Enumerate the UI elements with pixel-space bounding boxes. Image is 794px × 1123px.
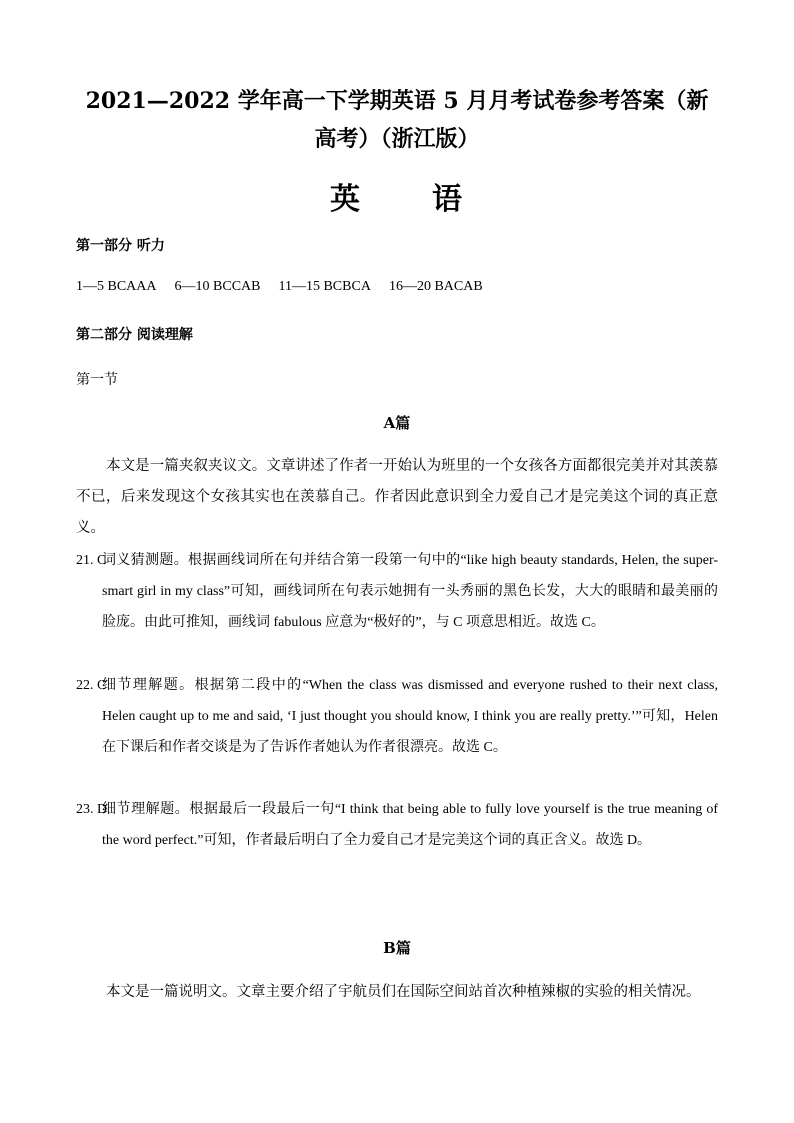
answer-item bbox=[76, 794, 718, 856]
answer-item bbox=[76, 670, 718, 763]
passage-a-intro: 本文是一篇夹叙夹议文。文章讲述了作者一开始认为班里的一个女孩各方面都很完美并对其羡慕不已，后来发现这个女孩其实也在羡慕自己。作者因此意识到全力爱自己才是完美这个词的真正意义。 bbox=[76, 458, 718, 536]
answer-group: 16—20 BACAB bbox=[388, 279, 483, 294]
passage-b-title: B篇 bbox=[383, 939, 411, 957]
item-explanation: 词义猜测题。根据画线词所在句并结合第一段第一句中的“like high beauty standards, Helen, the super-smart girl in my class”可知，画线词所在句表示她拥有一头秀丽的黑色长发，大大的眼睛和最美丽的脸庞。由此可推知，画线词 fabulous 应意为“极好的”，与 C 项意思相近。故选 C。 bbox=[102, 553, 718, 630]
part1-heading: 第一部分 听力 bbox=[76, 238, 165, 254]
title-line-2: 高考）（浙江版） bbox=[314, 126, 480, 152]
item-number: 23. D bbox=[76, 802, 108, 817]
subject-heading bbox=[0, 174, 794, 218]
answer-group: 1—5 BCAAA bbox=[76, 279, 157, 294]
subject-char-2: 语 bbox=[432, 182, 464, 217]
document-title bbox=[60, 82, 734, 158]
answer-group: 6—10 BCCAB bbox=[174, 279, 261, 294]
title-line-1: 2021—2022 学年高一下学期英语 5 月月考试卷参考答案（新 bbox=[85, 88, 709, 114]
passage-b-intro: 本文是一篇说明文。文章主要介绍了宇航员们在国际空间站首次种植辣椒的实验的相关情况。 bbox=[106, 984, 701, 1000]
item-number: 22. C bbox=[76, 678, 107, 693]
subject-char-1: 英 bbox=[330, 182, 362, 217]
passage-a-title: A篇 bbox=[383, 414, 411, 432]
answer-group: 11—15 BCBCA bbox=[278, 279, 371, 294]
part2-heading: 第二部分 阅读理解 bbox=[76, 327, 193, 343]
listening-answers bbox=[76, 279, 501, 295]
item-explanation: 细节理解题。根据最后一段最后一句“I think that being able to fully love yourself is the true meaning of the word perfect.”可知，作者最后明白了全力爱自己才是完美这个词的真正含义。故选 D。 bbox=[102, 802, 718, 848]
item-number: 21. C bbox=[76, 553, 107, 568]
answer-item bbox=[76, 545, 718, 638]
item-explanation: 细节理解题。根据第二段中的“When the class was dismissed and everyone rushed to their next class, Helen caught up to me and said, ‘I just thought you should know, I think you are really pretty.’”可知，Helen 在下课后和作者交谈是为了告诉作者她认为作者很漂亮。故选 C。 bbox=[102, 678, 718, 755]
section-label: 第一节 bbox=[76, 372, 118, 388]
